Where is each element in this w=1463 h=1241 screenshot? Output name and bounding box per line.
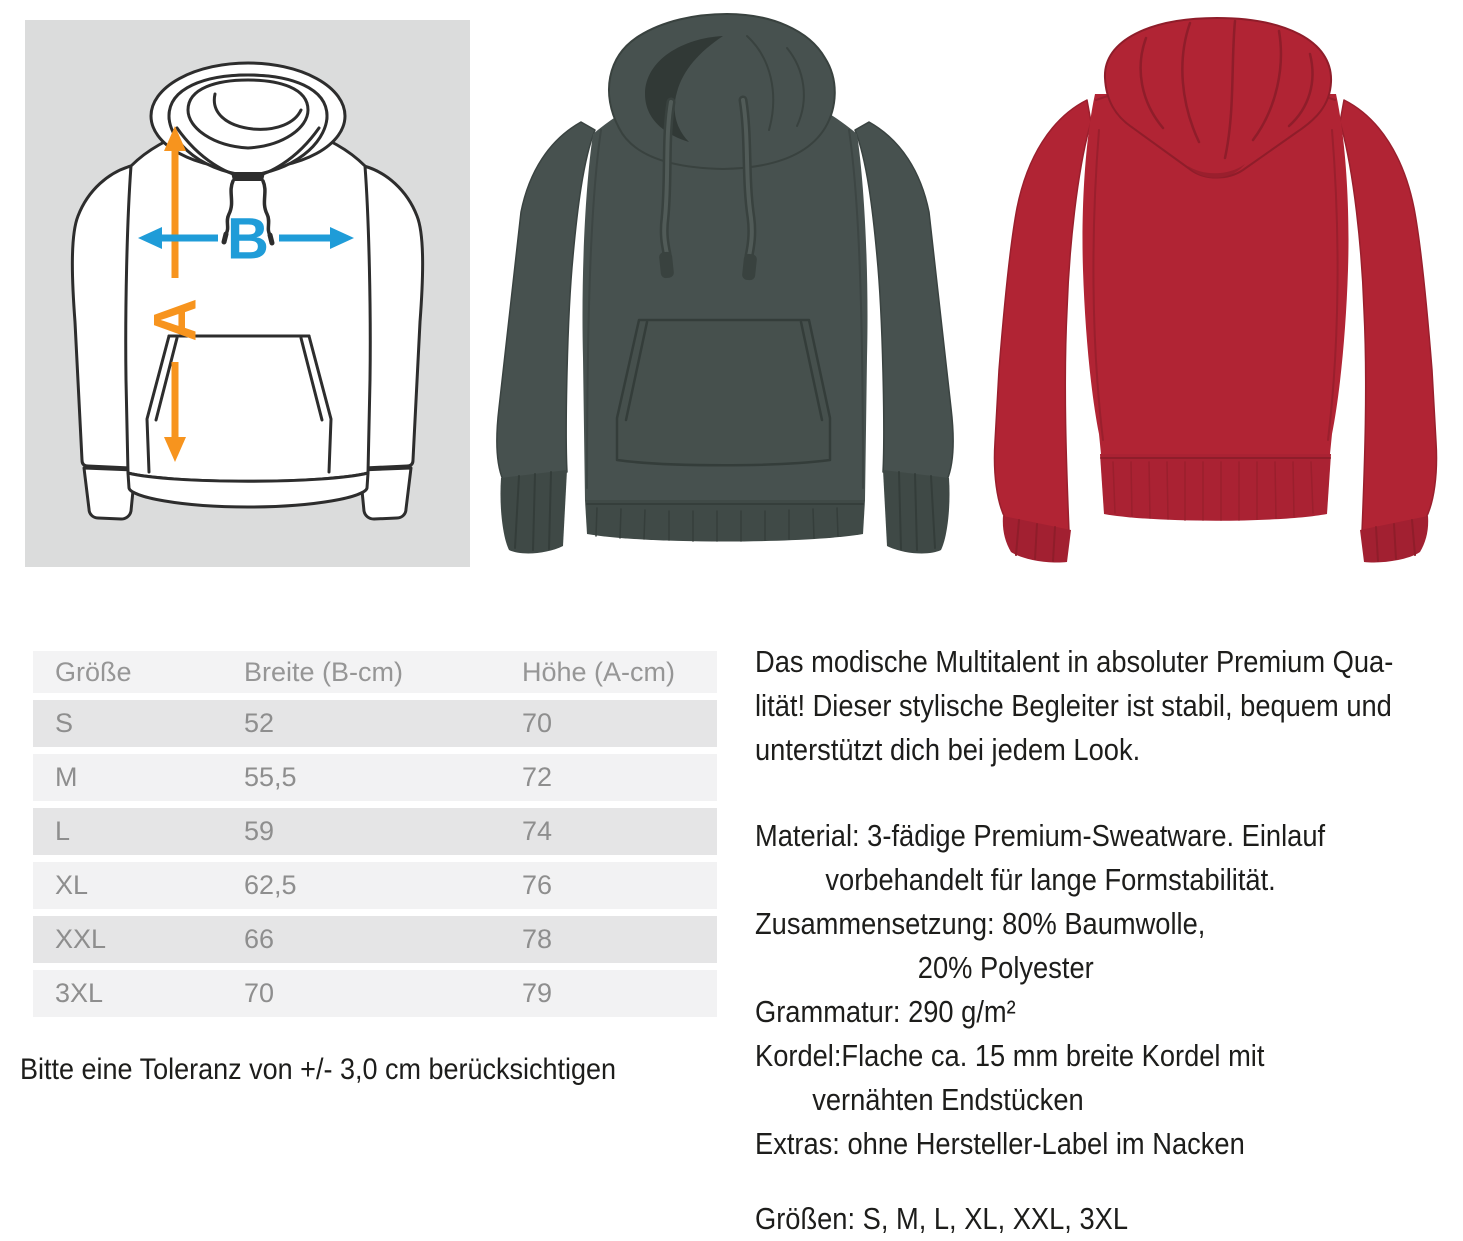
breite-cell: 70	[244, 978, 275, 1008]
size-diagram-panel	[25, 20, 470, 567]
size-cell: M	[55, 762, 78, 792]
hoehe-cell: 76	[522, 870, 553, 900]
hoodie-outline-drawing	[72, 63, 422, 519]
description-line: lität! Dieser stylische Begleiter ist stabil, bequem und	[755, 688, 1392, 723]
size-table	[33, 651, 717, 1024]
column-header-groesse: Größe	[55, 656, 132, 687]
size-table-header-row	[33, 651, 717, 693]
tolerance-note: Bitte eine Toleranz von +/- 3,0 cm berücksichtigen	[20, 1053, 617, 1086]
product-description	[755, 640, 1459, 1241]
description-line: Kordel:Flache ca. 15 mm breite Kordel mit	[755, 1038, 1265, 1073]
hoehe-cell: 70	[522, 708, 553, 738]
hoehe-cell: 72	[522, 762, 553, 792]
label-a: A	[141, 298, 209, 342]
description-line: unterstützt dich bei jedem Look.	[755, 732, 1141, 767]
hoehe-cell: 79	[522, 978, 553, 1008]
size-cell: L	[55, 816, 71, 846]
table-row	[33, 970, 717, 1017]
size-cell: XXL	[55, 924, 107, 954]
breite-cell: 66	[244, 924, 275, 954]
breite-cell: 52	[244, 708, 275, 738]
column-header-breite: Breite (B-cm)	[244, 656, 404, 687]
size-diagram	[25, 20, 470, 567]
description-line: vernähten Endstücken	[812, 1082, 1084, 1117]
description-line: Extras: ohne Hersteller-Label im Nacken	[755, 1126, 1245, 1161]
table-row	[33, 808, 717, 855]
table-row	[33, 862, 717, 909]
description-line: Das modische Multitalent in absoluter Premium Qua-	[755, 644, 1394, 679]
hoodie-back-image	[983, 10, 1448, 570]
hoodie-front-image	[485, 8, 965, 563]
description-line: Zusammensetzung: 80% Baumwolle,	[755, 906, 1206, 941]
breite-cell: 55,5	[244, 762, 297, 792]
size-cell: XL	[55, 870, 89, 900]
size-cell: S	[55, 708, 74, 738]
description-line: Grammatur: 290 g/m²	[755, 994, 1016, 1029]
size-cell: 3XL	[55, 978, 104, 1008]
table-row	[33, 916, 717, 963]
breite-cell: 62,5	[244, 870, 297, 900]
hoehe-cell: 78	[522, 924, 553, 954]
table-row	[33, 700, 717, 747]
description-line: vorbehandelt für lange Formstabilität.	[825, 862, 1276, 897]
column-header-hoehe: Höhe (A-cm)	[522, 656, 676, 687]
label-b: B	[227, 206, 269, 272]
table-row	[33, 754, 717, 801]
hoodie-front-dark	[485, 8, 965, 563]
description-line: 20% Polyester	[917, 950, 1094, 985]
description-line: Material: 3-fädige Premium-Sweatware. Einlauf	[755, 818, 1326, 853]
description-line: Größen: S, M, L, XL, XXL, 3XL	[755, 1201, 1128, 1236]
breite-cell: 59	[244, 816, 275, 846]
hoehe-cell: 74	[522, 816, 553, 846]
hoodie-back-red	[983, 10, 1448, 570]
